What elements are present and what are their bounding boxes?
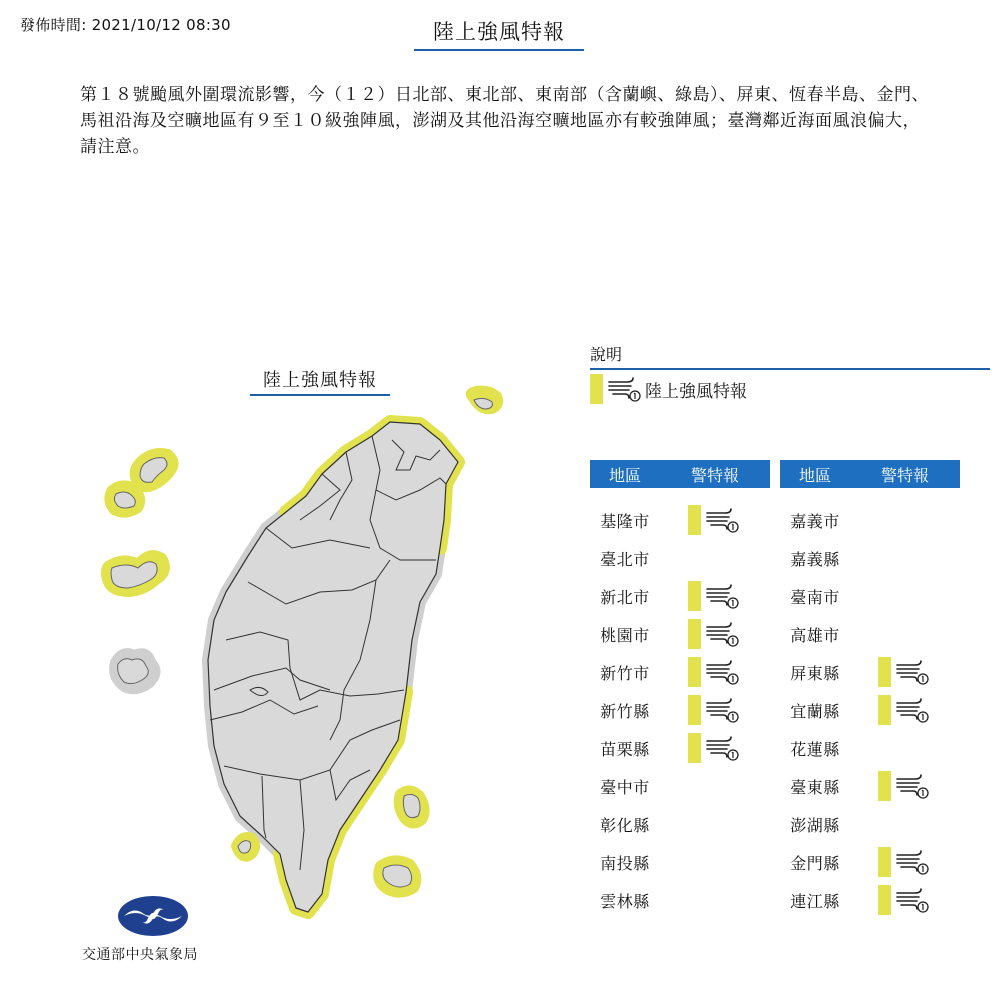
county-name: 臺東縣 (790, 777, 840, 797)
issue-time: 發佈時間: 2021/10/12 08:30 (20, 16, 231, 34)
strong-wind-icon (705, 697, 739, 723)
liuqiu-island (236, 837, 255, 857)
table-row (590, 539, 770, 577)
county-name: 澎湖縣 (790, 815, 840, 835)
warning-cell (660, 657, 770, 687)
county-name: 屏東縣 (790, 663, 840, 683)
map-title: 陸上強風特報 (250, 366, 390, 396)
county-name: 嘉義市 (790, 511, 840, 531)
table-header (780, 460, 960, 488)
legend-title: 說明 (590, 342, 990, 370)
taiwan-warning-map (0, 360, 580, 940)
column-header-warning: 警特報 (880, 465, 929, 485)
table-row (780, 615, 960, 653)
page-title: 陸上強風特報 (414, 16, 584, 51)
warning-swatch (688, 619, 701, 649)
county-name: 高雄市 (790, 625, 840, 645)
column-header-area: 地區 (798, 465, 831, 485)
county-name: 臺南市 (790, 587, 840, 607)
table-row (780, 691, 960, 729)
county-name: 苗栗縣 (600, 739, 650, 759)
gray-island-west (113, 652, 156, 690)
county-name: 臺北市 (600, 549, 650, 569)
county-name: 新北市 (600, 587, 650, 607)
table-row (590, 843, 770, 881)
county-name: 新竹縣 (600, 701, 650, 721)
column-header-area: 地區 (608, 465, 641, 485)
matsu-islands (470, 390, 499, 411)
table-row (590, 691, 770, 729)
warning-description: 第１８號颱風外圍環流影響，今（１２）日北部、東北部、東南部（含蘭嶼、綠島）、屏東、恆春半島、金門、馬祖沿海及空曠地區有９至１０級強陣風，澎湖及其他沿海空曠地區亦有較強陣風；臺灣鄰近海面風浪偏大，請注意。 (80, 85, 929, 157)
strong-wind-icon (895, 773, 929, 799)
green-island (399, 790, 425, 823)
county-name: 彰化縣 (600, 815, 650, 835)
county-table-right (780, 460, 960, 919)
table-row (780, 881, 960, 919)
county-name: 宜蘭縣 (790, 701, 840, 721)
strong-wind-icon (705, 507, 739, 533)
table-row (590, 767, 770, 805)
table-row (590, 501, 770, 539)
table-header (590, 460, 770, 488)
penghu-islands (106, 453, 174, 592)
warning-swatch (878, 847, 891, 877)
strong-wind-icon (895, 849, 929, 875)
column-header-warning: 警特報 (690, 465, 739, 485)
county-name: 臺中市 (600, 777, 650, 797)
warning-swatch (688, 733, 701, 763)
warning-swatch (688, 581, 701, 611)
table-row (590, 615, 770, 653)
county-name: 桃園市 (600, 625, 650, 645)
table-row (590, 577, 770, 615)
table-row (780, 539, 960, 577)
county-name: 連江縣 (790, 891, 840, 911)
warning-cell (850, 695, 960, 725)
legend-label: 陸上強風特報 (645, 381, 747, 402)
table-row (780, 501, 960, 539)
county-name: 嘉義縣 (790, 549, 840, 569)
table-row (590, 653, 770, 691)
county-name: 新竹市 (600, 663, 650, 683)
warning-cell (660, 619, 770, 649)
county-name: 金門縣 (790, 853, 840, 873)
warning-swatch (688, 657, 701, 687)
warning-cell (660, 505, 770, 535)
table-row (780, 729, 960, 767)
warning-swatch (878, 771, 891, 801)
agency-name: 交通部中央氣象局 (82, 947, 198, 963)
warning-cell (660, 695, 770, 725)
lanyu-island (378, 860, 416, 892)
strong-wind-icon (607, 376, 641, 402)
warning-swatch (688, 505, 701, 535)
table-row (780, 805, 960, 843)
table-row (590, 729, 770, 767)
county-name: 雲林縣 (600, 891, 650, 911)
strong-wind-icon (895, 887, 929, 913)
warning-cell (850, 847, 960, 877)
county-name: 花蓮縣 (790, 739, 840, 759)
table-row (780, 843, 960, 881)
table-row (780, 653, 960, 691)
warning-cell (660, 581, 770, 611)
warning-cell (850, 885, 960, 915)
strong-wind-icon (705, 621, 739, 647)
strong-wind-icon (705, 659, 739, 685)
warning-swatch (878, 695, 891, 725)
county-name: 南投縣 (600, 853, 650, 873)
table-row (590, 881, 770, 919)
table-row (780, 767, 960, 805)
warning-cell (850, 657, 960, 687)
strong-wind-icon (895, 697, 929, 723)
table-row (780, 577, 960, 615)
cwb-logo (116, 894, 190, 938)
warning-swatch (590, 374, 603, 404)
county-name: 基隆市 (600, 511, 650, 531)
strong-wind-icon (705, 583, 739, 609)
warning-swatch (878, 885, 891, 915)
table-row (590, 805, 770, 843)
warning-swatch (878, 657, 891, 687)
warning-cell (660, 733, 770, 763)
strong-wind-icon (705, 735, 739, 761)
county-table-left (590, 460, 770, 919)
warning-swatch (688, 695, 701, 725)
legend-item-strong-wind (590, 374, 747, 404)
strong-wind-icon (895, 659, 929, 685)
warning-cell (850, 771, 960, 801)
